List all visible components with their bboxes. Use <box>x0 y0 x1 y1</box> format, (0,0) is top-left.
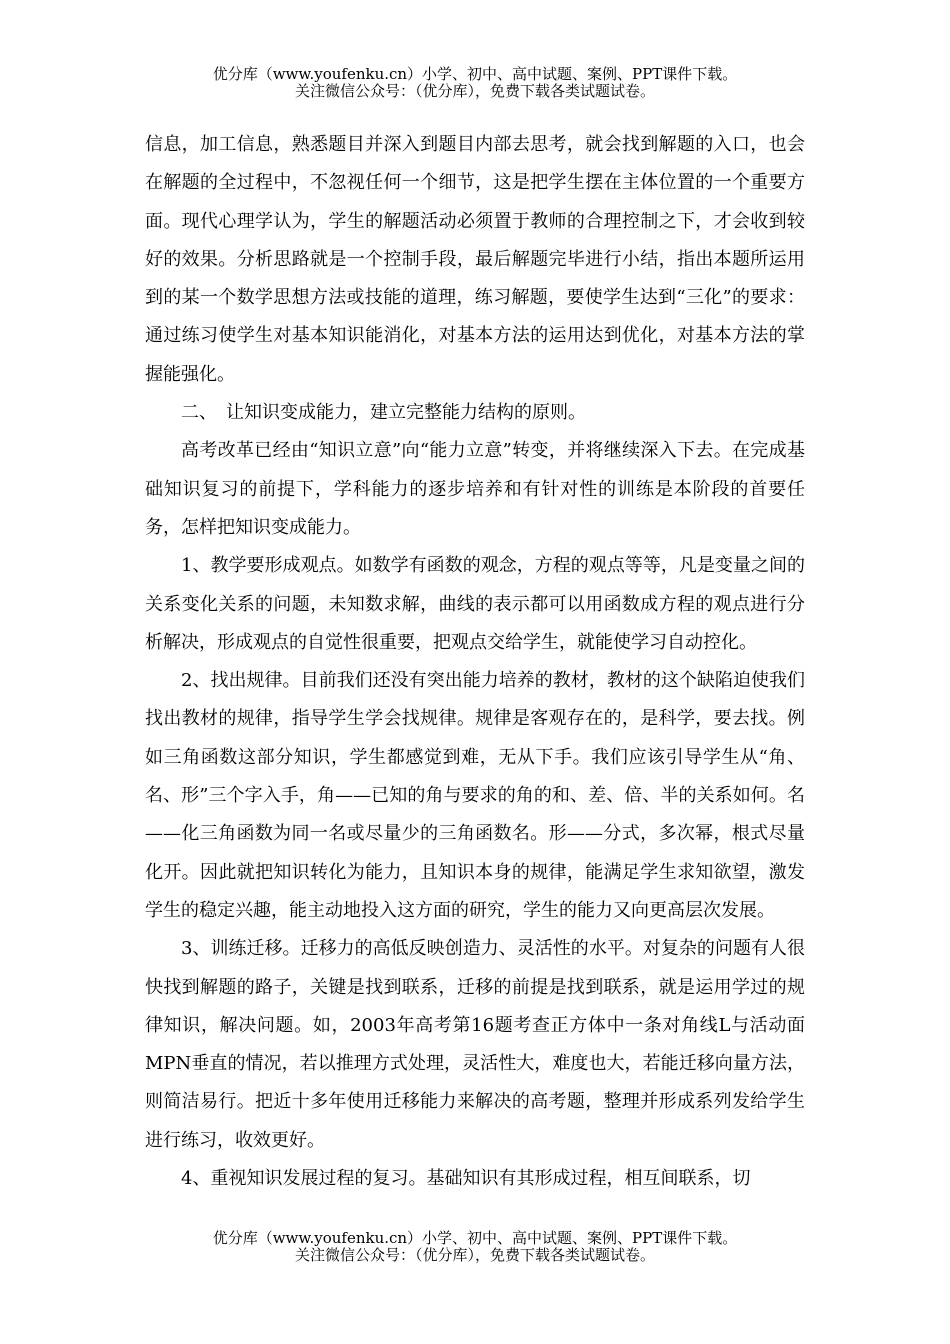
footer-line-1: 优分库（www.youfenku.cn）小学、初中、高中试题、案例、PPT课件下载。 <box>212 1229 738 1247</box>
document-body <box>145 126 805 1198</box>
header-line-2: 关注微信公众号：（优分库），免费下载各类试题试卷。 <box>294 82 655 100</box>
section-heading-2: 二、 让知识变成能力，建立完整能力结构的原则。 <box>181 402 586 424</box>
header-line-1: 优分库（www.youfenku.cn）小学、初中、高中试题、案例、PPT课件下载。 <box>212 65 738 83</box>
footer-line-2: 关注微信公众号：（优分库），免费下载各类试题试卷。 <box>294 1246 655 1264</box>
paragraph-item-1: 1、教学要形成观点。如数学有函数的观念，方程的观点等等，凡是变量之间的关系变化关系的问题，未知数求解，曲线的表示都可以用函数成方程的观点进行分析解决，形成观点的自觉性很重要，把观点交给学生，就能使学习自动控化。 <box>145 555 805 653</box>
paragraph-item-2: 2、找出规律。目前我们还没有突出能力培养的教材，教材的这个缺陷迫使我们找出教材的规律，指导学生学会找规律。规律是客观存在的，是科学，要去找。例如三角函数这部分知识，学生都感觉到难，无从下手。我们应该引导学生从“角、名、形”三个字入手，角——已知的角与要求的角的和、差、倍、半的关系如何。名——化三角函数为同一名或尽量少的三角函数名。形——分式，多次幂，根式尽量化开。因此就把知识转化为能力，且知识本身的规律，能满足学生求知欲望，激发学生的稳定兴趣，能主动地投入这方面的研究，学生的能力又向更高层次发展。 <box>145 670 805 921</box>
paragraph-continued: 信息，加工信息，熟悉题目并深入到题目内部去思考，就会找到解题的入口，也会在解题的全过程中，不忽视任何一个细节，这是把学生摆在主体位置的一个重要方面。现代心理学认为，学生的解题活动必须置于教师的合理控制之下，才会收到较好的效果。分析思路就是一个控制手段，最后解题完毕进行小结，指出本题所运用到的某一个数学思想方法或技能的道理，练习解题，要使学生达到“三化”的要求：通过练习使学生对基本知识能消化，对基本方法的运用达到优化，对基本方法的掌握能强化。 <box>145 134 805 385</box>
page-footer <box>0 1230 950 1264</box>
paragraph-item-3: 3、训练迁移。迁移力的高低反映创造力、灵活性的水平。对复杂的问题有人很快找到解题的路子，关键是找到联系，迁移的前提是找到联系，就是运用学过的规律知识，解决问题。如，2003年高考第16题考查正方体中一条对角线L与活动面MPN垂直的情况，若以推理方式处理，灵活性大，难度也大，若能迁移向量方法，则简洁易行。把近十多年使用迁移能力来解决的高考题，整理并形成系列发给学生进行练习，收效更好。 <box>145 938 805 1151</box>
paragraph-intro: 高考改革已经由“知识立意”向“能力立意”转变，并将继续深入下去。在完成基础知识复习的前提下，学科能力的逐步培养和有针对性的训练是本阶段的首要任务，怎样把知识变成能力。 <box>145 440 805 538</box>
page-header <box>0 66 950 100</box>
paragraph-item-4: 4、重视知识发展过程的复习。基础知识有其形成过程，相互间联系，切 <box>181 1168 751 1190</box>
